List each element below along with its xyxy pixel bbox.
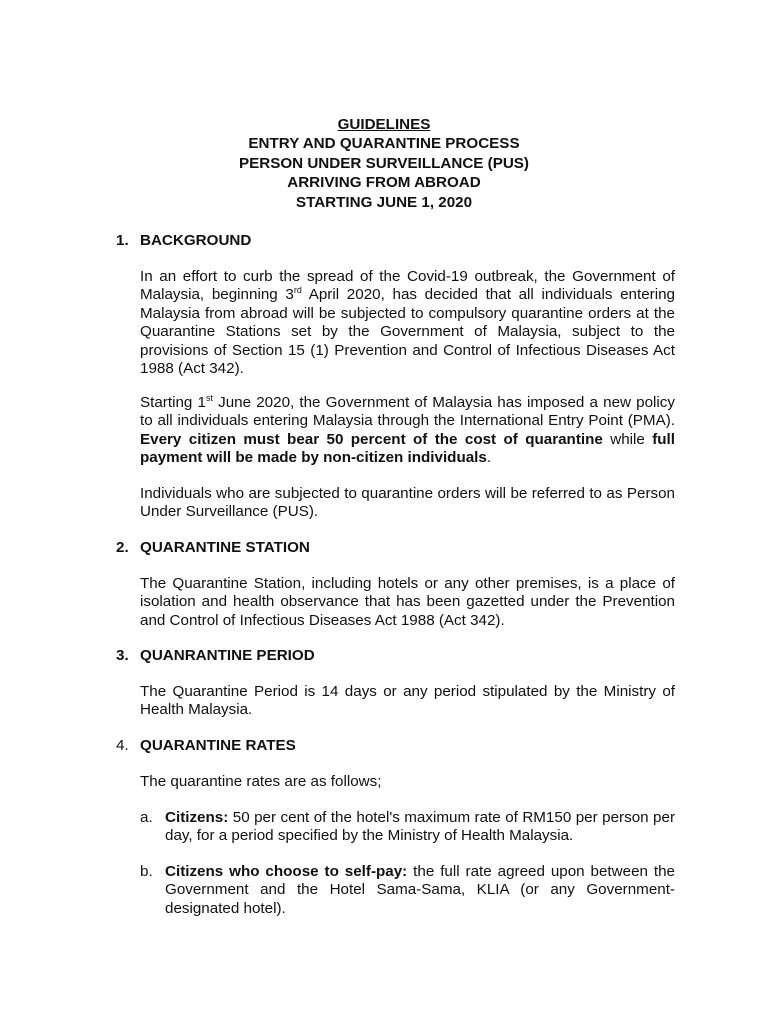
rates-intro: The quarantine rates are as follows;: [140, 773, 382, 790]
section-number: 4.: [116, 737, 129, 754]
background-paragraph-2: Starting 1st June 2020, the Government of Malaysia has imposed a new policy to all individuals entering Malaysia through the International Entry Point (PMA). Every citizen must bear 50 percent of the cost of quarantine while full payment will be made by non-citizen individuals.: [140, 393, 675, 467]
document-title: [0, 115, 768, 212]
list-letter: a.: [140, 809, 153, 826]
list-letter: b.: [140, 863, 153, 880]
section-title: BACKGROUND: [140, 232, 252, 249]
title-entry-process: ENTRY AND QUARANTINE PROCESS: [248, 135, 520, 153]
list-label: Citizens who choose to self-pay:: [165, 863, 408, 880]
section-title: QUARANTINE STATION: [140, 539, 310, 556]
section-heading-background: [116, 232, 251, 250]
section-number: 2.: [116, 539, 129, 556]
background-paragraph-3: Individuals who are subjected to quarantine orders will be referred to as Person Under Surveillance (PUS).: [140, 485, 675, 521]
title-pus: PERSON UNDER SURVEILLANCE (PUS): [238, 154, 529, 172]
list-item: [140, 809, 675, 846]
list-item: [140, 863, 675, 918]
section-title: QUANRANTINE PERIOD: [140, 647, 315, 664]
section-heading-station: [116, 539, 310, 557]
list-label: Citizens:: [165, 809, 229, 826]
title-arriving: ARRIVING FROM ABROAD: [287, 174, 481, 192]
section-number: 3.: [116, 647, 129, 664]
section-heading-period: [116, 647, 315, 665]
section-title: QUARANTINE RATES: [140, 737, 296, 754]
station-paragraph: The Quarantine Station, including hotels or any other premises, is a place of isolation and health observance that has been gazetted under the Prevention and Control of Infectious Diseases Act 1988 (Act 342).: [140, 575, 675, 629]
background-paragraph-1: In an effort to curb the spread of the Covid-19 outbreak, the Government of Malaysia, beginning 3rd April 2020, has decided that all individuals entering Malaysia from abroad will be subjected to compulsory quarantine orders at the Quarantine Stations set by the Government of Malaysia, subject to the provisions of Section 15 (1) Prevention and Control of Infectious Diseases Act 1988 (Act 342).: [140, 268, 675, 378]
title-starting-date: STARTING JUNE 1, 2020: [295, 193, 473, 211]
list-text: 50 per cent of the hotel's maximum rate of RM150 per person per day, for a period specified by the Ministry of Health Malaysia.: [165, 809, 675, 845]
period-paragraph: The Quarantine Period is 14 days or any period stipulated by the Ministry of Health Malaysia.: [140, 683, 675, 719]
title-guidelines: GUIDELINES: [337, 116, 431, 133]
list-text: the full rate agreed upon between the Government and the Hotel Sama-Sama, KLIA (or any Government-designated hotel).: [165, 863, 675, 917]
section-heading-rates: [116, 737, 296, 755]
section-number: 1.: [116, 232, 129, 249]
